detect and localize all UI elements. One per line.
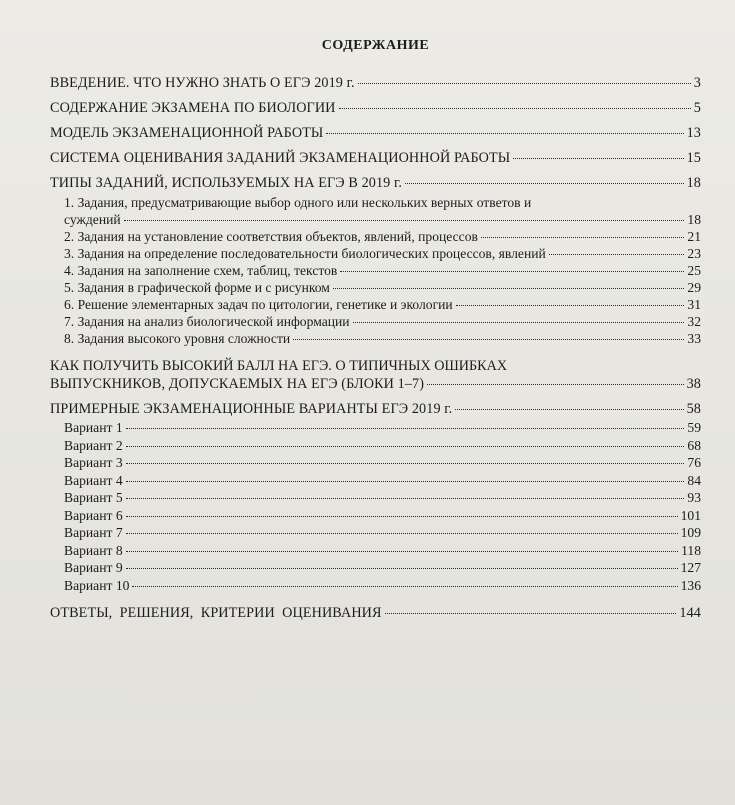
toc-section-intro — [50, 74, 701, 92]
toc-page-number: 59 — [687, 420, 701, 435]
toc-label: 3. Задания на определение последовательности биологических процессов, явлений — [64, 246, 546, 261]
leader-dots — [456, 305, 685, 306]
toc-page-number: 58 — [686, 401, 701, 417]
toc-page-number: 68 — [687, 437, 701, 453]
toc-page-number: 29 — [687, 280, 701, 295]
variant-item — [50, 437, 701, 455]
toc-label-continuation: суждений — [64, 212, 121, 227]
toc-section-exam-model — [50, 124, 701, 142]
toc-page-number: 136 — [680, 577, 701, 593]
leader-dots — [126, 551, 678, 552]
toc-label-continuation: ВЫПУСКНИКОВ, ДОПУСКАЕМЫХ НА ЕГЭ (БЛОКИ 1–7) — [50, 376, 425, 392]
leader-dots — [293, 339, 684, 340]
toc-label: Вариант 6 — [64, 507, 123, 523]
toc-label: 5. Задания в графической форме и с рисунком — [64, 280, 330, 295]
toc-label: Вариант 7 — [64, 525, 123, 540]
toc-page-number: 33 — [687, 331, 701, 346]
leader-dots — [126, 446, 685, 447]
toc-page-number: 38 — [686, 376, 701, 392]
toc-page-number: 3 — [693, 75, 701, 91]
leader-dots — [124, 220, 685, 221]
toc-section-answers — [50, 604, 701, 622]
variant-item — [50, 524, 701, 542]
toc-section-task-types — [50, 174, 701, 192]
toc-label: Вариант 1 — [64, 420, 123, 435]
leader-dots — [126, 463, 685, 464]
toc-group-task-types — [50, 174, 701, 347]
leader-dots — [385, 613, 677, 614]
toc-label: Вариант 9 — [64, 560, 123, 575]
toc-section-exam-content — [50, 99, 701, 117]
variant-item — [50, 577, 701, 595]
toc-page-number: 118 — [681, 542, 701, 558]
toc-page-number: 84 — [687, 472, 701, 488]
toc-page-number: 13 — [686, 125, 701, 141]
variant-item — [50, 559, 701, 577]
variant-item — [50, 419, 701, 437]
toc-section-variants — [50, 400, 701, 418]
variant-list — [50, 419, 701, 594]
leader-dots — [326, 133, 683, 134]
toc-label: Вариант 5 — [64, 490, 123, 505]
toc-section-grading — [50, 149, 701, 167]
toc-page-number: 15 — [686, 150, 701, 166]
toc-page-number: 93 — [687, 490, 701, 505]
leader-dots — [126, 428, 685, 429]
leader-dots — [126, 481, 685, 482]
toc-page-number: 18 — [687, 212, 701, 227]
toc-label: 4. Задания на заполнение схем, таблиц, текстов — [64, 263, 338, 278]
leader-dots — [339, 108, 691, 109]
toc-label: 2. Задания на установление соответствия объектов, явлений, процессов — [64, 229, 478, 244]
toc-page-number: 109 — [680, 525, 701, 540]
toc-page-number: 21 — [687, 229, 701, 244]
toc-label: МОДЕЛЬ ЭКЗАМЕНАЦИОННОЙ РАБОТЫ — [50, 125, 324, 141]
toc-label: Вариант 4 — [64, 472, 123, 488]
toc-page-number: 127 — [680, 560, 701, 575]
toc-page-number: 18 — [686, 175, 701, 191]
variant-item — [50, 454, 701, 472]
leader-dots — [126, 533, 678, 534]
toc-label: СИСТЕМА ОЦЕНИВАНИЯ ЗАДАНИЙ ЭКЗАМЕНАЦИОННОЙ РАБОТЫ — [50, 150, 511, 166]
toc-label: ВВЕДЕНИЕ. ЧТО НУЖНО ЗНАТЬ О ЕГЭ 2019 г. — [50, 75, 355, 91]
toc-label: ТИПЫ ЗАДАНИЙ, ИСПОЛЬЗУЕМЫХ НА ЕГЭ В 2019 г. — [50, 175, 402, 191]
toc-subitem-1 — [50, 194, 701, 228]
toc-label: 1. Задания, предусматривающие выбор одного или нескольких верных ответов и — [64, 195, 532, 210]
toc-page-number: 144 — [679, 605, 701, 621]
toc-label: Вариант 2 — [64, 437, 123, 453]
leader-dots — [126, 568, 678, 569]
variant-item — [50, 472, 701, 490]
toc-page-number: 25 — [687, 263, 701, 278]
toc-group-variants — [50, 400, 701, 594]
toc-label: 8. Задания высокого уровня сложности — [64, 331, 291, 346]
leader-dots — [481, 237, 684, 238]
toc-label: ОТВЕТЫ, РЕШЕНИЯ, КРИТЕРИИ ОЦЕНИВАНИЯ — [50, 605, 382, 621]
toc-label: 7. Задания на анализ биологической информации — [64, 314, 350, 329]
leader-dots — [126, 516, 678, 517]
leader-dots — [132, 586, 677, 587]
leader-dots — [427, 384, 684, 385]
toc-label: Вариант 8 — [64, 542, 123, 558]
variant-item — [50, 507, 701, 525]
leader-dots — [340, 271, 684, 272]
variant-item — [50, 489, 701, 507]
toc-page-number: 76 — [687, 455, 701, 470]
leader-dots — [358, 83, 691, 84]
toc-page-number: 32 — [687, 314, 701, 329]
toc-section-high-score — [50, 357, 701, 393]
toc-label: СОДЕРЖАНИЕ ЭКЗАМЕНА ПО БИОЛОГИИ — [50, 100, 336, 116]
toc-label: Вариант 3 — [64, 455, 123, 470]
leader-dots — [549, 254, 685, 255]
toc-label: Вариант 10 — [64, 577, 130, 593]
toc-label: КАК ПОЛУЧИТЬ ВЫСОКИЙ БАЛЛ НА ЕГЭ. О ТИПИЧНЫХ ОШИБКАХ — [50, 358, 508, 374]
leader-dots — [333, 288, 684, 289]
table-of-contents — [50, 74, 701, 622]
leader-dots — [353, 322, 685, 323]
toc-label: ПРИМЕРНЫЕ ЭКЗАМЕНАЦИОННЫЕ ВАРИАНТЫ ЕГЭ 2019 г. — [50, 401, 453, 417]
toc-page-number: 23 — [687, 246, 701, 261]
leader-dots — [126, 498, 685, 499]
leader-dots — [455, 409, 683, 410]
toc-subitem — [50, 228, 701, 347]
toc-page-number: 31 — [687, 297, 701, 312]
toc-page-number: 5 — [693, 100, 701, 116]
page-title: СОДЕРЖАНИЕ — [321, 38, 430, 53]
variant-item — [50, 542, 701, 560]
leader-dots — [405, 183, 684, 184]
leader-dots — [513, 158, 683, 159]
toc-label: 6. Решение элементарных задач по цитологии, генетике и экологии — [64, 297, 453, 312]
toc-page-number: 101 — [680, 507, 701, 523]
